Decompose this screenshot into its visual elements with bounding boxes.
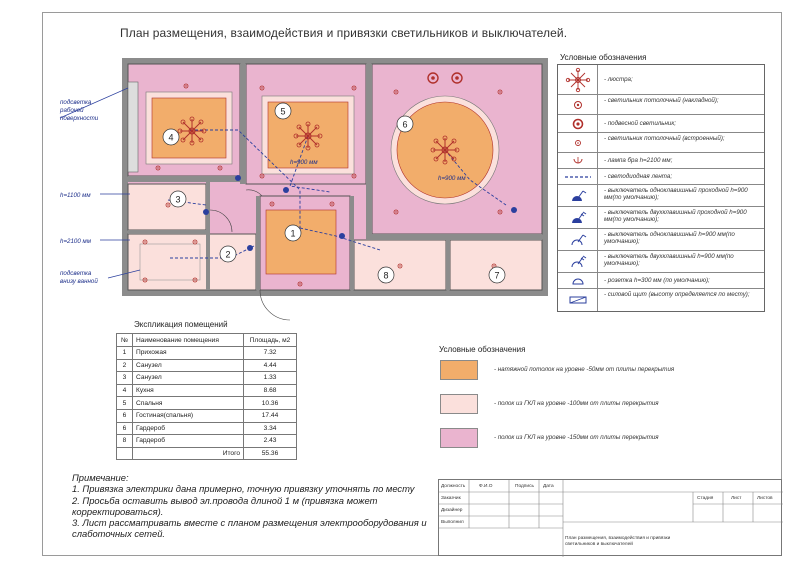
stamp-role-executor: Выполнил xyxy=(441,520,464,525)
legend-table xyxy=(557,64,765,312)
legend-label-recessed: - светильник потолочный (встроенный); xyxy=(604,135,725,142)
ceiling-legend-label-1: - натяжной потолок на уровне -50мм от плиты перекрытия xyxy=(494,366,675,373)
header-room-name: Наименование помещения xyxy=(133,334,244,347)
cell-room: Гардероб xyxy=(133,422,244,435)
callout-work-light-1: подсветка xyxy=(60,99,92,106)
cell-number: 2 xyxy=(117,359,133,372)
callout-bath-light-2: внизу ванной xyxy=(60,278,98,285)
double-switch-pass-icon xyxy=(568,210,588,226)
room-number-8: 8 xyxy=(383,270,389,281)
legend-row xyxy=(558,153,764,169)
callout-h2100: h=2100 мм xyxy=(60,238,92,245)
total-value: 55.36 xyxy=(244,447,297,460)
cell-room: Прихожая xyxy=(133,347,244,360)
cell-room: Гостиная(спальня) xyxy=(133,409,244,422)
table-row xyxy=(117,359,297,372)
legend-row xyxy=(558,169,764,185)
legend-row xyxy=(558,207,764,229)
table-total-row xyxy=(117,447,297,460)
floor-plan xyxy=(40,40,560,330)
notes-block xyxy=(72,472,432,540)
cell-room: Спальня xyxy=(133,397,244,410)
stamp-sheet: Лист xyxy=(731,496,742,501)
cell-number: 1 xyxy=(117,347,133,360)
table-row xyxy=(117,409,297,422)
table-row xyxy=(117,347,297,360)
stamp-role-customer: Заказчик xyxy=(441,496,461,501)
stamp-stage: Стадия xyxy=(697,496,714,501)
room-number-6: 6 xyxy=(402,119,408,130)
surface-ceiling-light-icon xyxy=(572,99,584,111)
table-row xyxy=(117,435,297,448)
room-8-wardrobe xyxy=(354,240,446,290)
legend-label-switch1: - выключатель одноклавишный h=900 мм(по умолчанию); xyxy=(604,231,735,245)
socket-icon xyxy=(571,276,585,286)
ceiling-swatch-light-pink xyxy=(440,394,478,414)
explication-table xyxy=(116,333,297,460)
stamp-date-label: Дата xyxy=(543,484,554,489)
legend-row xyxy=(558,65,764,95)
header-area: Площадь, м2 xyxy=(244,334,297,347)
cell-number: 6 xyxy=(117,422,133,435)
page-title: План размещения, взаимодействия и привязки светильников и выключателей. xyxy=(120,26,568,40)
ceiling-legend-label-3: - полок из ГКЛ на уровне -150мм от плиты перекрытия xyxy=(494,434,659,441)
legend-label-switch1-pass: - выключатель одноклавишный проходной h=900 мм(по умолчанию); xyxy=(604,187,748,201)
total-label: Итого xyxy=(133,447,244,460)
legend-row xyxy=(558,95,764,115)
table-row xyxy=(117,384,297,397)
explication-title: Экспликация помещений xyxy=(134,320,228,329)
legend-label-wall-lamp: - лампа бра h=2100 мм; xyxy=(604,157,673,164)
table-row xyxy=(117,422,297,435)
header-number: № xyxy=(117,334,133,347)
cell-area: 17.44 xyxy=(244,409,297,422)
ceiling-legend-title: Условные обозначения xyxy=(439,345,526,354)
notes-title: Примечание: xyxy=(72,472,129,483)
room-number-7: 7 xyxy=(494,270,500,281)
legend-title: Условные обозначения xyxy=(560,53,647,62)
single-switch-icon xyxy=(568,232,588,248)
legend-label-pendant: - подвесной светильник; xyxy=(604,120,676,127)
distribution-board-icon xyxy=(569,296,587,304)
ceiling-swatch-pink xyxy=(440,428,478,448)
legend-row xyxy=(558,273,764,289)
cell-room: Санузел xyxy=(133,359,244,372)
table-row xyxy=(117,397,297,410)
stamp-sign-label: Подпись xyxy=(515,484,534,489)
table-header-row xyxy=(117,334,297,347)
stamp-sheets: Листов xyxy=(757,496,773,501)
legend-row xyxy=(558,185,764,207)
cell-room: Санузел xyxy=(133,372,244,385)
cell-number: 4 xyxy=(117,384,133,397)
legend-label-switch2: - выключатель двухклавишный h=900 мм(по умолчанию); xyxy=(604,253,734,267)
double-switch-icon xyxy=(568,254,588,270)
legend-row xyxy=(558,251,764,273)
wall-lamp-icon xyxy=(572,156,584,166)
cell-number: 3 xyxy=(117,372,133,385)
callout-work-light-3: поверхности xyxy=(60,115,99,122)
cell-area: 10.36 xyxy=(244,397,297,410)
recessed-ceiling-light-icon xyxy=(573,138,583,148)
room-number-5: 5 xyxy=(280,106,286,117)
stamp-role-designer: Дизайнер xyxy=(441,508,463,513)
callout-work-light-2: рабочей xyxy=(60,107,84,114)
cell-area: 1.33 xyxy=(244,372,297,385)
cell-area: 3.34 xyxy=(244,422,297,435)
note-item: 3. Лист рассматривать вместе с планом размещения электрооборудования и слаботочных сетей. xyxy=(72,517,427,540)
cell-area: 4.44 xyxy=(244,359,297,372)
cell-area: 2.43 xyxy=(244,435,297,448)
legend-label-board: - силовой щит (высоту определяется по месту); xyxy=(604,291,750,298)
ceiling-swatch-orange xyxy=(440,360,478,380)
legend-label-switch2-pass: - выключатель двухклавишный проходной h=900 мм(по умолчанию); xyxy=(604,209,747,223)
title-block xyxy=(438,479,782,556)
room-1-hall xyxy=(260,196,350,290)
legend-label-chandelier: - люстра; xyxy=(604,76,633,83)
stamp-position-label: Должность xyxy=(441,484,466,489)
legend-label-socket: - розетка h=300 мм (по умолчанию); xyxy=(604,277,710,284)
legend-label-led: - светодиодная лента; xyxy=(604,173,673,180)
legend-label-surface-light: - светильник потолочный (накладной); xyxy=(604,97,719,104)
legend-row xyxy=(558,133,764,153)
cell-number: 6 xyxy=(117,409,133,422)
cell-area: 8.68 xyxy=(244,384,297,397)
room-number-3: 3 xyxy=(175,194,181,205)
callout-h900-room6: h=900 мм xyxy=(438,175,466,182)
led-strip-icon xyxy=(563,174,593,180)
ceiling-legend-label-2: - полок из ГКЛ на уровне -100мм от плиты перекрытия xyxy=(494,400,659,407)
room-number-1: 1 xyxy=(290,228,296,239)
callout-h1100: h=1100 мм xyxy=(60,192,91,199)
legend-row xyxy=(558,115,764,133)
callout-bath-light-1: подсветка xyxy=(60,270,92,277)
note-item: 2. Просьба оставить вывод эл.провода длиной 1 м (привязка может корректироваться). xyxy=(72,494,378,517)
cell-room: Гардероб xyxy=(133,435,244,448)
legend-row xyxy=(558,229,764,251)
room-number-2: 2 xyxy=(225,249,231,260)
cell-number: 5 xyxy=(117,397,133,410)
note-item: 1. Привязка электрики дана примерно, точную привязку уточнять по месту xyxy=(72,483,415,495)
cell-area: 7.32 xyxy=(244,347,297,360)
room-number-4: 4 xyxy=(168,132,174,143)
table-row xyxy=(117,372,297,385)
callout-h900-room5: h=900 мм xyxy=(290,159,318,166)
chandelier-icon xyxy=(565,67,591,93)
stamp-drawing-name: План размещения, взаимодействия и привязки светильников и выключателей xyxy=(565,536,671,547)
stamp-name-label: Ф.И.О xyxy=(479,484,493,489)
pendant-light-icon xyxy=(572,118,584,130)
cell-number: 8 xyxy=(117,435,133,448)
cell-room: Кухня xyxy=(133,384,244,397)
single-switch-pass-icon xyxy=(568,188,588,204)
legend-row xyxy=(558,289,764,311)
